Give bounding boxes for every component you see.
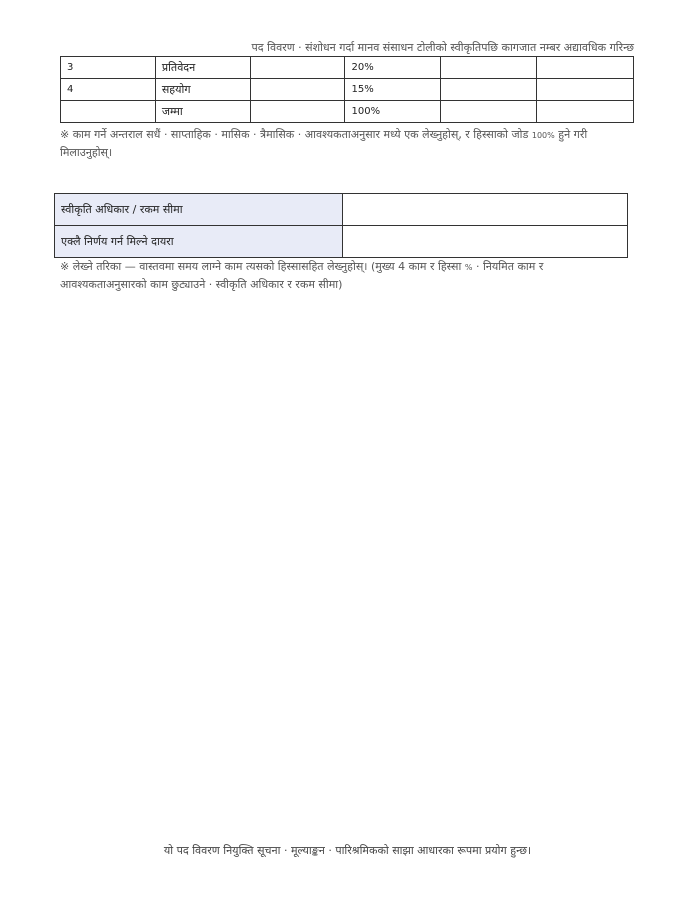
table-row-total [61, 101, 634, 123]
empty-cell [441, 57, 537, 79]
empty-cell [537, 57, 634, 79]
task-name-cell: प्रतिवेदन [155, 57, 250, 79]
empty-cell [250, 79, 345, 101]
empty-cell [537, 101, 634, 123]
independent-decision-value [343, 226, 628, 258]
writing-method-percent: % [464, 263, 473, 272]
empty-cell [441, 101, 537, 123]
independent-decision-label: एक्लै निर्णय गर्न मिल्ने दायरा [55, 226, 343, 258]
approval-authority-value [343, 194, 628, 226]
table-row [55, 194, 628, 226]
empty-cell [537, 79, 634, 101]
table-row [61, 57, 634, 79]
table-row [61, 79, 634, 101]
writing-method-text: ※ लेख्ने तरिका — वास्तवमा समय लाग्ने काम त्यसको हिस्सासहित लेख्नुहोस्। [60, 260, 368, 273]
empty-cell [441, 79, 537, 101]
task-number-cell: 3 [61, 57, 156, 79]
writing-method-detail: (मुख्य 4 काम र हिस्सा [370, 260, 462, 273]
task-table [60, 56, 634, 123]
interval-note-suffix: हुने गरी मिलाउनुहोस्। [60, 128, 588, 159]
approval-authority-label: स्वीकृति अधिकार / रकम सीमा [55, 194, 343, 226]
writing-method-detail-end: · नियमित काम र आवश्यकताअनुसारको काम छुट्याउने · स्वीकृति अधिकार र रकम सीमा) [60, 260, 544, 291]
interval-note [60, 126, 634, 161]
page-header-note: पद विवरण · संशोधन गर्दा मानव संसाधन टोलीको स्वीकृतिपछि कागजात नम्बर अद्यावधिक गरिन्छ [251, 41, 634, 54]
writing-method-note [60, 258, 620, 293]
task-name-cell: सहयोग [155, 79, 250, 101]
task-share-cell: 20% [345, 57, 441, 79]
task-share-cell: 15% [345, 79, 441, 101]
empty-cell [250, 57, 345, 79]
interval-note-total: 100% [531, 131, 555, 140]
empty-cell [250, 101, 345, 123]
page-footer-note: यो पद विवरण नियुक्ति सूचना · मूल्याङ्कन · पारिश्रमिकको साझा आधारका रूपमा प्रयोग हुन्छ। [163, 844, 532, 857]
total-label-cell: जम्मा [155, 101, 250, 123]
interval-note-text: ※ काम गर्ने अन्तराल सधैं · साप्ताहिक · मासिक · त्रैमासिक · आवश्यकताअनुसार मध्ये एक लेख्नुहोस्, र हिस्साको जोड [60, 128, 529, 141]
task-number-cell [61, 101, 156, 123]
table-row [55, 226, 628, 258]
task-number-cell: 4 [61, 79, 156, 101]
total-share-cell: 100% [345, 101, 441, 123]
authority-table [54, 193, 628, 258]
